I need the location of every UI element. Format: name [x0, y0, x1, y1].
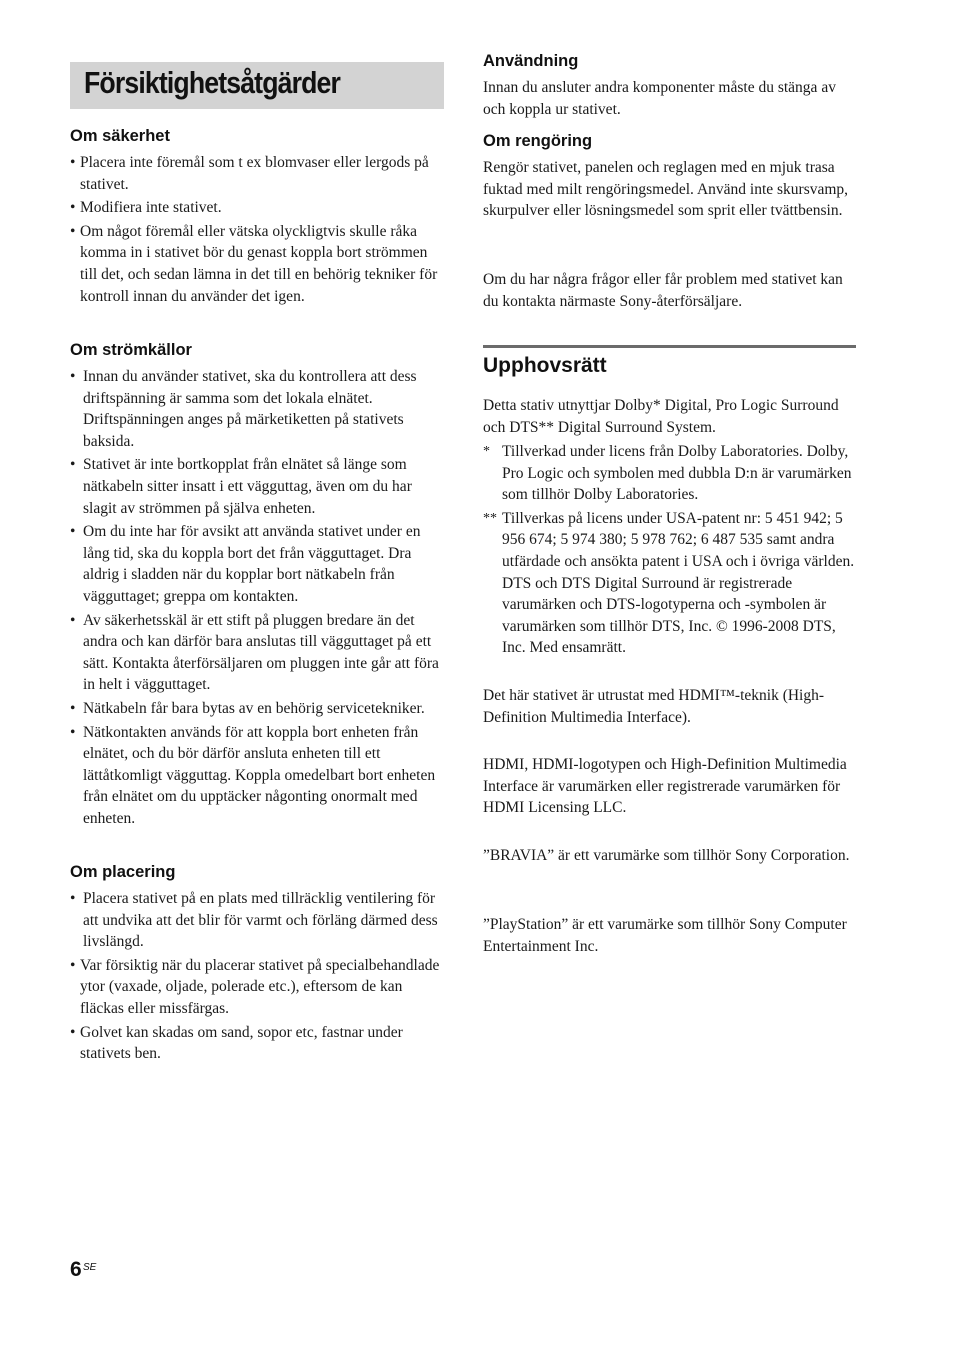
list-power [70, 366, 444, 831]
list-item: • Nätkontakten används för att koppla bort enheten från elnätet, och du bör därför ansluta enheten till ett lättåtkomligt vägguttag. Koppla omedelbart bort enheten från elnätet om du upptäcker någonting onormalt med enheten. [70, 723, 436, 827]
heading-copyright: Upphovsrätt [483, 354, 607, 377]
paragraph-playstation: ”PlayStation” är ett varumärke som tillhör Sony Computer Entertainment Inc. [483, 916, 847, 955]
paragraph-copyright-intro: Detta stativ utnyttjar Dolby* Digital, Pro Logic Surround och DTS** Digital Surround System. [483, 397, 839, 436]
heading-usage: Användning [483, 52, 579, 70]
list-item: • Om något föremål eller vätska olyckligtvis skulle råka komma in i stativet bör du genast koppla bort strömmen till det, och sedan lämna in det till en behörig tekniker för kontroll innan du använder det igen. [70, 222, 438, 305]
list-item: • Nätkabeln får bara bytas av en behörig servicetekniker. [70, 699, 425, 717]
list-footnotes [483, 441, 857, 661]
paragraph-contact: Om du har några frågor eller får problem med stativet kan du kontakta närmaste Sony-återförsäljare. [483, 271, 843, 310]
heading-placement: Om placering [70, 863, 176, 881]
page-title: Försiktighetsåtgärder [84, 65, 341, 100]
heading-cleaning: Om rengöring [483, 132, 593, 150]
list-item: • Placera inte föremål som t ex blomvaser eller lergods på stativet. [70, 154, 429, 193]
paragraph-hdmi-tech: Det här stativet är utrustat med HDMI™-teknik (High-Definition Multimedia Interface). [483, 687, 825, 726]
paragraph-usage: Innan du ansluter andra komponenter måste du stänga av och koppla ur stativet. [483, 79, 836, 118]
paragraph-hdmi-trademark: HDMI, HDMI-logotypen och High-Definition Multimedia Interface är varumärken eller registrerade varumärken för HDMI Licensing LLC. [483, 756, 847, 817]
list-item: • Modifiera inte stativet. [70, 199, 222, 217]
page-language-suffix: SE [83, 1262, 97, 1273]
list-item: • Om du inte har för avsikt att använda stativet under en lång tid, ska du koppla bort det från vägguttaget. Dra aldrig i sladden när du kopplar bort nätkabeln från vägguttaget; greppa om kontakten. [70, 523, 421, 605]
paragraph-cleaning: Rengör stativet, panelen och reglagen med en mjuk trasa fuktad med milt rengöringsmedel. Använd inte skursvamp, skurpulver eller lösningsmedel som sprit eller tvättbensin. [483, 159, 849, 220]
list-item: • Innan du använder stativet, ska du kontrollera att dess driftspänning är samma som det lokala elnätet. Driftspänningen anges på märketiketten på stativets baksida. [70, 368, 417, 450]
list-safety [70, 152, 444, 309]
page-title-bar [70, 62, 444, 109]
list-item: • Var försiktig när du placerar stativet på specialbehandlade ytor (vaxade, oljade, polerade etc.), eftersom de kan fläckas eller missfärgas. [70, 956, 440, 1017]
heading-power: Om strömkällor [70, 341, 192, 359]
list-item: • Av säkerhetsskäl är ett stift på pluggen bredare än det andra och kan därför bara anslutas till vägguttaget på ett sätt. Kontakta återförsäljaren om pluggen inte går att föra in helt i vägguttaget. [70, 611, 439, 694]
page-number: 6 [70, 1258, 82, 1281]
section-divider [483, 345, 856, 348]
footnote-item: * Tillverkad under licens från Dolby Laboratories. Dolby, Pro Logic och symbolen med dubbla D:n är varumärken som tillhör Dolby Laboratories. [483, 443, 852, 504]
paragraph-bravia: ”BRAVIA” är ett varumärke som tillhör Sony Corporation. [483, 847, 850, 864]
heading-safety: Om säkerhet [70, 127, 170, 145]
footnote-item: ** Tillverkas på licens under USA-patent nr: 5 451 942; 5 956 674; 5 974 380; 5 978 762; 6 487 535 samt andra utfärdade och ansökta patent i USA och i övriga världen. DTS och DTS Digital Surround är registrerade varumärken och DTS-logotyperna och -symbolen är varumärken som tillhör DTS, Inc. © 1996-2008 DTS, Inc. Med ensamrätt. [483, 509, 855, 657]
list-placement [70, 888, 444, 1067]
list-item: • Stativet är inte bortkopplat från elnätet så länge som nätkabeln sitter insatt i ett vägguttag, även om du har slagit av strömmen på själva enheten. [70, 456, 412, 517]
list-item: • Golvet kan skadas om sand, sopor etc, fastnar under stativets ben. [70, 1023, 403, 1063]
list-item: • Placera stativet på en plats med tillräcklig ventilering för att undvika att det blir för varmt och förläng därmed dess livslängd. [70, 890, 438, 951]
